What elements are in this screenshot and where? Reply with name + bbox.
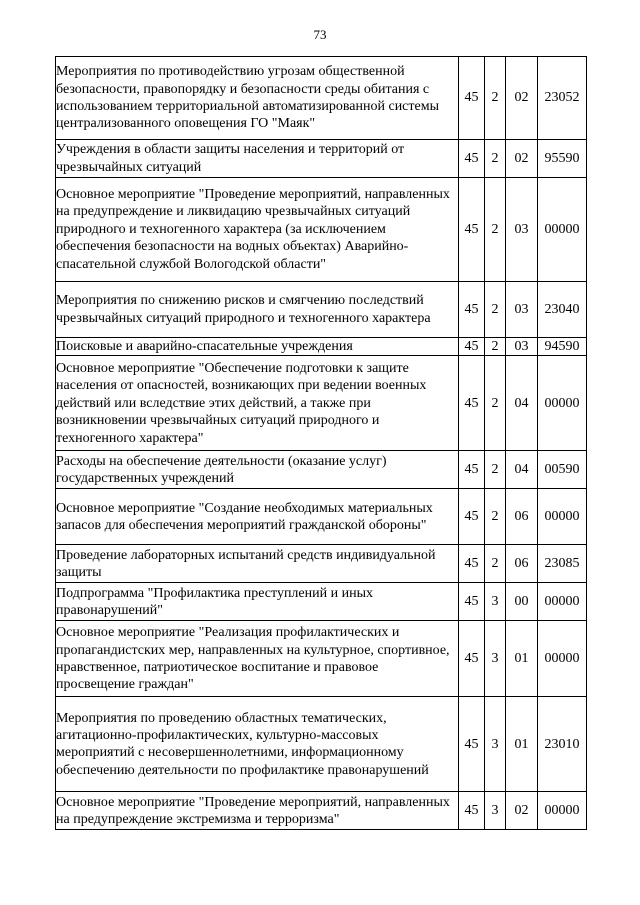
row-code-part-1: 45 — [459, 583, 485, 621]
row-code-part-4: 00000 — [538, 178, 587, 282]
table-row — [56, 792, 587, 830]
row-code-part-1: 45 — [459, 57, 485, 140]
row-code-part-1: 45 — [459, 338, 485, 356]
row-code-part-1: 45 — [459, 451, 485, 489]
row-code-part-1: 45 — [459, 489, 485, 545]
row-code-part-3: 06 — [506, 489, 538, 545]
row-code-part-3: 00 — [506, 583, 538, 621]
row-code-part-3: 03 — [506, 282, 538, 338]
row-code-part-4: 00000 — [538, 792, 587, 830]
table-row — [56, 621, 587, 697]
table-row — [56, 57, 587, 140]
row-name-cell: Расходы на обеспечение деятельности (оказание услуг) государственных учреждений — [56, 451, 459, 489]
row-name-cell: Мероприятия по снижению рисков и смягчению последствий чрезвычайных ситуаций природного и техногенного характера — [56, 282, 459, 338]
row-code-part-2: 2 — [485, 356, 506, 451]
row-code-part-4: 00000 — [538, 583, 587, 621]
table-row — [56, 178, 587, 282]
row-name-cell: Основное мероприятие "Реализация профилактических и пропагандистских мер, направленных на культурное, спортивное, нравственное, патриотическое воспитание и правовое просвещение граждан" — [56, 621, 459, 697]
row-code-part-3: 03 — [506, 178, 538, 282]
row-code-part-4: 23040 — [538, 282, 587, 338]
row-name-cell: Мероприятия по противодействию угрозам общественной безопасности, правопорядку и безопасности среды обитания с использованием территориальной автоматизированной системы централизованного оповещения ГО "Маяк" — [56, 57, 459, 140]
table-row — [56, 697, 587, 792]
row-code-part-2: 2 — [485, 57, 506, 140]
row-code-part-4: 00590 — [538, 451, 587, 489]
row-code-part-4: 94590 — [538, 338, 587, 356]
row-code-part-1: 45 — [459, 545, 485, 583]
row-code-part-3: 02 — [506, 57, 538, 140]
row-code-part-1: 45 — [459, 792, 485, 830]
page-number: 73 — [313, 27, 327, 42]
row-code-part-3: 02 — [506, 792, 538, 830]
row-code-part-1: 45 — [459, 282, 485, 338]
row-code-part-1: 45 — [459, 697, 485, 792]
row-name-cell: Основное мероприятие "Проведение мероприятий, направленных на предупреждение и ликвидацию чрезвычайных ситуаций природного и техногенного характера (за исключением обеспечения безопасности на водных объектах) Аварийно-спасательной службой Вологодской области" — [56, 178, 459, 282]
row-code-part-2: 2 — [485, 489, 506, 545]
row-code-part-2: 2 — [485, 178, 506, 282]
row-code-part-3: 04 — [506, 356, 538, 451]
table-row — [56, 451, 587, 489]
row-code-part-1: 45 — [459, 178, 485, 282]
row-code-part-2: 2 — [485, 545, 506, 583]
row-code-part-3: 01 — [506, 697, 538, 792]
row-name-cell: Подпрограмма "Профилактика преступлений и иных правонарушений" — [56, 583, 459, 621]
row-code-part-4: 00000 — [538, 621, 587, 697]
row-name-cell: Поисковые и аварийно-спасательные учреждения — [56, 338, 459, 356]
row-name-cell: Основное мероприятие "Обеспечение подготовки к защите населения от опасностей, возникающих при ведении военных действий или вследствие этих действий, а также при возникновении чрезвычайных ситуаций природного и техногенного характера" — [56, 356, 459, 451]
row-code-part-2: 2 — [485, 451, 506, 489]
table-row — [56, 545, 587, 583]
row-code-part-4: 00000 — [538, 489, 587, 545]
row-code-part-1: 45 — [459, 356, 485, 451]
table-row — [56, 583, 587, 621]
row-code-part-3: 03 — [506, 338, 538, 356]
row-code-part-3: 01 — [506, 621, 538, 697]
row-code-part-4: 00000 — [538, 356, 587, 451]
table-row — [56, 338, 587, 356]
row-name-cell: Основное мероприятие "Создание необходимых материальных запасов для обеспечения мероприятий гражданской обороны" — [56, 489, 459, 545]
row-code-part-2: 3 — [485, 697, 506, 792]
row-code-part-3: 04 — [506, 451, 538, 489]
row-name-cell: Мероприятия по проведению областных тематических, агитационно-профилактических, культурно-массовых мероприятий с несовершеннолетними, информационному обеспечению деятельности по профилактике правонарушений — [56, 697, 459, 792]
table-row — [56, 140, 587, 178]
row-code-part-2: 2 — [485, 282, 506, 338]
row-name-cell: Проведение лабораторных испытаний средств индивидуальной защиты — [56, 545, 459, 583]
row-code-part-2: 3 — [485, 621, 506, 697]
row-code-part-2: 3 — [485, 792, 506, 830]
row-code-part-3: 02 — [506, 140, 538, 178]
table-row — [56, 489, 587, 545]
row-name-cell: Учреждения в области защиты населения и территорий от чрезвычайных ситуаций — [56, 140, 459, 178]
row-code-part-4: 95590 — [538, 140, 587, 178]
row-code-part-2: 2 — [485, 140, 506, 178]
row-code-part-4: 23085 — [538, 545, 587, 583]
row-code-part-4: 23052 — [538, 57, 587, 140]
budget-classification-table — [55, 56, 587, 830]
table-row — [56, 356, 587, 451]
row-code-part-1: 45 — [459, 140, 485, 178]
row-code-part-4: 23010 — [538, 697, 587, 792]
row-code-part-3: 06 — [506, 545, 538, 583]
row-code-part-2: 2 — [485, 338, 506, 356]
row-code-part-2: 3 — [485, 583, 506, 621]
table-row — [56, 282, 587, 338]
row-code-part-1: 45 — [459, 621, 485, 697]
row-name-cell: Основное мероприятие "Проведение мероприятий, направленных на предупреждение экстремизма и терроризма" — [56, 792, 459, 830]
